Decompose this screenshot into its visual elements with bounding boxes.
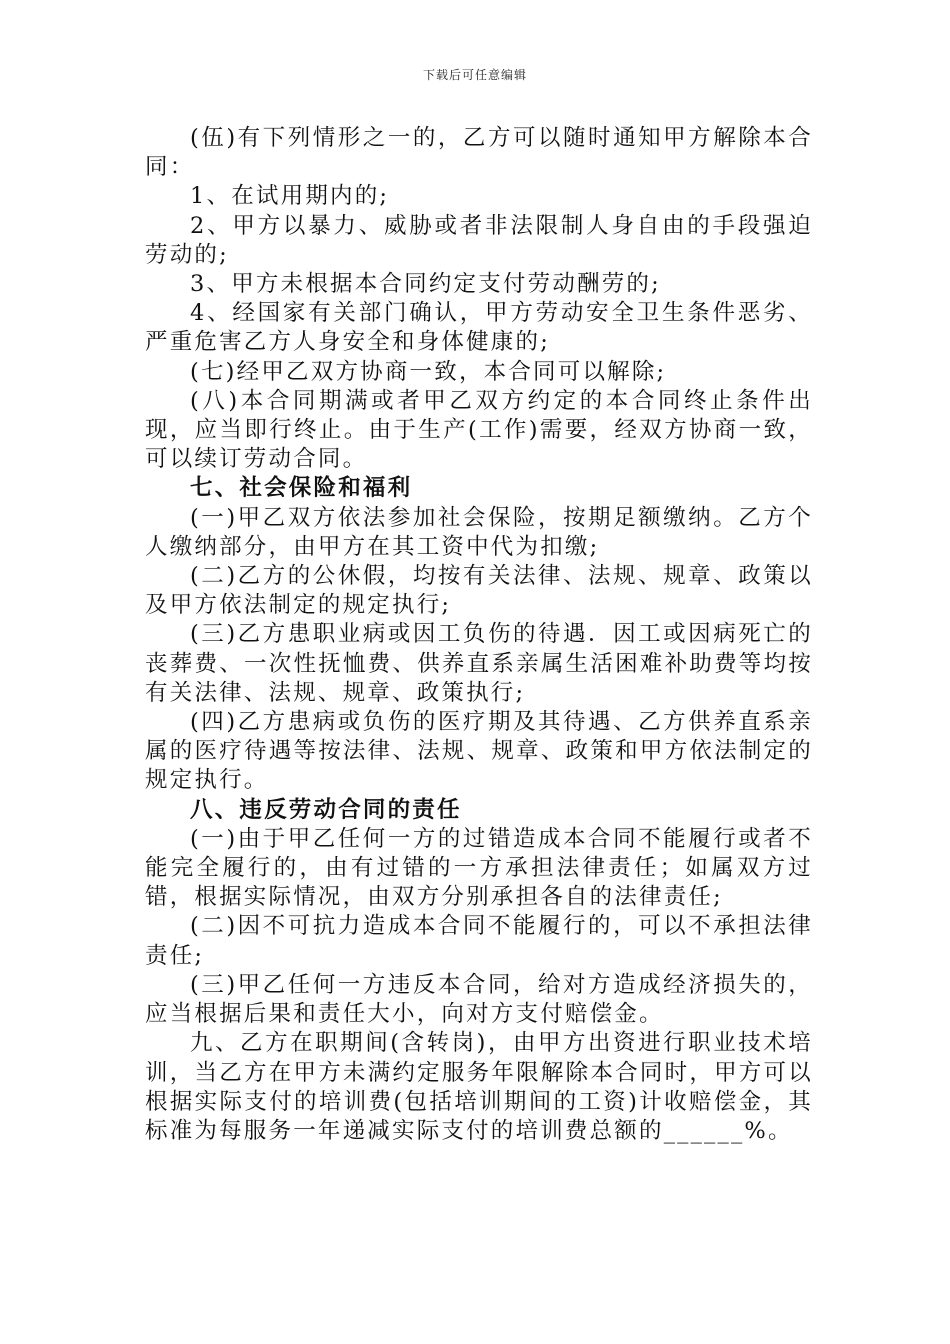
clause-5-intro: (伍)有下列情形之一的，乙方可以随时通知甲方解除本合同： bbox=[145, 125, 813, 181]
clause-8-expiry: (八)本合同期满或者甲乙双方约定的本合同终止条件出现，应当即行终止。由于生产(工作)需要，经双方协商一致，可以续订劳动合同。 bbox=[145, 387, 813, 473]
clause-5-item-3: 3、甲方未根据本合同约定支付劳动酬劳的; bbox=[190, 271, 661, 298]
section-8-item-3: (三)甲乙任何一方违反本合同，给对方造成经济损失的，应当根据后果和责任大小，向对方支付赔偿金。 bbox=[145, 971, 813, 1028]
clause-5-item-2: 2、甲方以暴力、威胁或者非法限制人身自由的手段强迫劳动的; bbox=[145, 212, 813, 268]
section-8-item-2: (二)因不可抗力造成本合同不能履行的，可以不承担法律责任; bbox=[145, 913, 813, 969]
page-header-note: 下载后可任意编辑 bbox=[422, 68, 527, 82]
section-9-paragraph: 九、乙方在职期间(含转岗)，由甲方出资进行职业技术培训，当乙方在甲方未满约定服务年限解除本合同时，甲方可以根据实际支付的培训费(包括培训期间的工资)计收赔偿金，其标准为每服务一年递减实际支付的培训费总额的______%。 bbox=[145, 1030, 813, 1144]
section-7-item-4: (四)乙方患病或负伤的医疗期及其待遇、乙方供养直系亲属的医疗待遇等按法律、法规、规章、政策和甲方依法制定的规定执行。 bbox=[145, 709, 813, 794]
section-8-heading: 八、违反劳动合同的责任 bbox=[190, 796, 462, 823]
document-body bbox=[145, 124, 813, 1146]
section-7-item-3: (三)乙方患职业病或因工负伤的待遇．因工或因病死亡的丧葬费、一次性抚恤费、供养直系亲属生活困难补助费等均按有关法律、法规、规章、政策执行; bbox=[145, 621, 813, 706]
section-7-item-1: (一)甲乙双方依法参加社会保险，按期足额缴纳。乙方个人缴纳部分，由甲方在其工资中代为扣缴; bbox=[145, 504, 813, 560]
clause-5-item-1: 1、在试用期内的; bbox=[190, 183, 390, 210]
clause-5-item-4: 4、经国家有关部门确认，甲方劳动安全卫生条件恶劣、严重危害乙方人身安全和身体健康的; bbox=[145, 300, 813, 356]
clause-7-mutual-termination: (七)经甲乙双方协商一致，本合同可以解除; bbox=[190, 358, 667, 385]
section-7-heading: 七、社会保险和福利 bbox=[190, 475, 413, 502]
section-8-item-1: (一)由于甲乙任何一方的过错造成本合同不能履行或者不能完全履行的，由有过错的一方承担法律责任；如属双方过错，根据实际情况，由双方分别承担各自的法律责任; bbox=[145, 825, 813, 911]
section-7-item-2: (二)乙方的公休假，均按有关法律、法规、规章、政策以及甲方依法制定的规定执行; bbox=[145, 563, 813, 619]
